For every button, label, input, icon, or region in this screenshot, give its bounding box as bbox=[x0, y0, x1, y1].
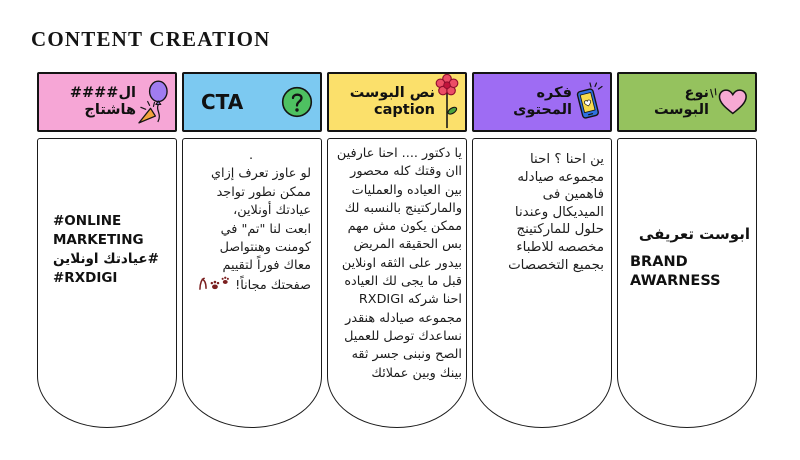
column-caption bbox=[327, 72, 467, 381]
hashtags-header-label: ال#### هاشتاج bbox=[69, 84, 136, 118]
hashtag-line: #ONLINE bbox=[53, 213, 122, 229]
hashtags-header bbox=[37, 72, 177, 132]
caption-line: الصح ونبنى جسر ثقه bbox=[351, 347, 462, 363]
cta-line: صفحتك مجاناً! bbox=[191, 276, 311, 295]
caption-card bbox=[327, 138, 467, 428]
column-idea bbox=[472, 72, 612, 273]
type-header bbox=[617, 72, 757, 132]
idea-line: بجميع التخصصات bbox=[508, 257, 604, 273]
cta-line: كومنت وهنتواصل bbox=[219, 240, 311, 256]
column-type bbox=[617, 72, 757, 289]
hashtags-card bbox=[37, 138, 177, 428]
cta-line: عيادتك أونلاين، bbox=[233, 203, 311, 219]
page-title: CONTENT CREATION bbox=[31, 27, 271, 51]
post-type-arabic: ابوست تعريفى bbox=[638, 225, 750, 243]
phone-heart-icon bbox=[572, 82, 604, 122]
balloon-party-popper-icon bbox=[136, 80, 169, 125]
type-header-label: نوع البوست bbox=[653, 84, 709, 118]
caption-line: ممكن يكون مش مهم bbox=[347, 219, 462, 235]
cta-line: . bbox=[248, 148, 254, 163]
idea-line: حلول للماركتينج bbox=[516, 222, 604, 238]
caption-header bbox=[327, 72, 467, 132]
hashtag-line: MARKETING bbox=[53, 232, 144, 248]
post-type-english: BRAND AWARNESS bbox=[630, 254, 721, 289]
column-cta bbox=[182, 72, 322, 293]
idea-line: ين احنا ؟ احنا bbox=[529, 152, 604, 167]
cta-line: لو عاوز تعرف إزاي bbox=[211, 166, 311, 182]
column-hashtags bbox=[37, 72, 177, 286]
caption-line: بين العياده والعمليات bbox=[351, 182, 462, 198]
idea-line: فاهمين فى bbox=[542, 187, 604, 203]
idea-line: مخصصه للاطباء bbox=[516, 239, 604, 255]
hashtag-line: #عيادتك اونلاين bbox=[53, 251, 159, 267]
caption-line: نساعدك توصل للعميل bbox=[344, 328, 462, 344]
caption-line: مجموعه صيادله هنقدر bbox=[345, 310, 462, 326]
caption-line: قبل ما يجى لك العياده bbox=[344, 274, 462, 290]
idea-header-label: فكره المحتوى bbox=[513, 84, 572, 118]
caption-line: بينك وبين عملائك bbox=[371, 365, 462, 381]
cta-header bbox=[182, 72, 322, 132]
idea-line: الميديكال وعندنا bbox=[514, 204, 604, 220]
cta-line: معاك فوراً لتقييم bbox=[222, 258, 311, 274]
caption-header-label: نص البوست caption bbox=[349, 84, 435, 118]
type-card bbox=[617, 138, 757, 428]
caption-line: احنا شركه RXDIGI bbox=[358, 292, 462, 308]
cta-line: ابعت لنا "تم" في bbox=[220, 221, 311, 237]
heart-icon bbox=[709, 87, 749, 117]
caption-line: والماركتينج بالنسبه لك bbox=[344, 200, 462, 216]
cta-line: ممكن نطور تواجد bbox=[216, 184, 311, 200]
caption-line: اان وقتك كله محصور bbox=[350, 164, 462, 180]
caption-line: بيدور على الثقه اونلاين bbox=[341, 255, 462, 271]
idea-line: مجموعه صيادله bbox=[517, 169, 604, 185]
idea-card bbox=[472, 138, 612, 428]
cta-header-label: CTA bbox=[201, 90, 244, 114]
question-mark-icon bbox=[280, 85, 314, 119]
caption-line: يا دكتور .... احنا عارفين bbox=[336, 146, 462, 161]
idea-header bbox=[472, 72, 612, 132]
cta-card bbox=[182, 138, 322, 428]
caption-line: بس الحقيقه المريض bbox=[353, 237, 462, 253]
hashtag-line: #RXDIGI bbox=[53, 270, 118, 286]
flower-icon bbox=[435, 74, 459, 130]
crossed-fingers-paw-prints-icon bbox=[197, 276, 231, 291]
